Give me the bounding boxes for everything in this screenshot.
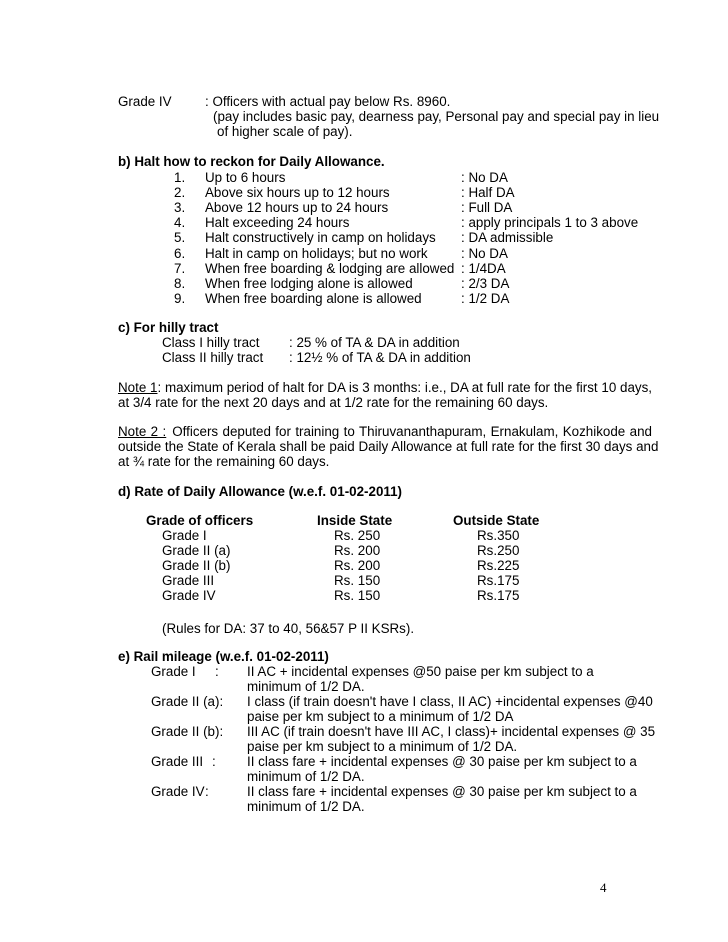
halt-item-text: When free boarding alone is allowed [205, 290, 422, 306]
rail-grade-label: Grade II (a): [151, 694, 224, 709]
note2-line3: at ¾ rate for the remaining 60 days. [118, 454, 330, 469]
da-inside-cell: Rs. 150 [334, 573, 381, 588]
halt-item-text: When free boarding & lodging are allowed [205, 260, 455, 276]
halt-item-number: 3. [174, 200, 186, 216]
section-e-heading: e) Rail mileage (w.e.f. 01-02-2011) [118, 649, 329, 664]
da-outside-cell: Rs.250 [477, 543, 520, 558]
halt-item-text: Above six hours up to 12 hours [205, 185, 390, 201]
halt-item-number: 7. [174, 260, 186, 276]
halt-item-text: Up to 6 hours [205, 170, 286, 185]
halt-item-number: 6. [174, 245, 186, 261]
note1-label: Note 1 [118, 380, 158, 395]
rail-rule-line2: paise per km subject to a minimum of 1/2 DA [247, 709, 514, 724]
halt-item-value: : DA admissible [461, 230, 554, 246]
grade-iv-line2: (pay includes basic pay, dearness pay, Personal pay and special pay in lieu [213, 109, 660, 124]
halt-item-number: 9. [174, 290, 186, 306]
da-inside-cell: Rs. 200 [334, 543, 381, 558]
rules-note: (Rules for DA: 37 to 40, 56&57 P II KSRs). [162, 621, 415, 636]
halt-item-value: : Half DA [461, 185, 515, 201]
section-b-heading: b) Halt how to reckon for Daily Allowance. [118, 154, 385, 169]
rail-grade-label: Grade I [151, 664, 196, 679]
note1-line2: at 3/4 rate for the next 20 days and at 1/2 rate for the remaining 60 days. [118, 395, 549, 410]
halt-item-number: 1. [174, 170, 186, 185]
grade-iv-line1: : Officers with actual pay below Rs. 8960. [205, 94, 451, 109]
rail-rule-line2: paise per km subject to a minimum of 1/2 DA. [247, 739, 518, 754]
rail-grade-label: Grade III [151, 754, 204, 769]
grade-iv-label: Grade IV [118, 94, 172, 109]
da-inside-cell: Rs. 150 [334, 588, 381, 603]
page-number: 4 [600, 880, 607, 895]
section-c-heading: c) For hilly tract [118, 320, 219, 335]
note2-text: Officers deputed for training to Thiruvananthapuram, Ernakulam, Kozhikode and [172, 424, 652, 439]
note2-line1 [118, 424, 652, 439]
rail-rule-line2: minimum of 1/2 DA. [247, 799, 365, 814]
halt-item-value: : apply principals 1 to 3 above [461, 215, 639, 231]
halt-item-value: : 1/4DA [461, 260, 506, 276]
halt-item-number: 8. [174, 275, 186, 291]
note2-line2: outside the State of Kerala shall be paid Daily Allowance at full rate for the first 30 days and [118, 439, 659, 454]
rail-grade-colon: : [215, 664, 219, 679]
hilly-class-ii-value: : 12½ % of TA & DA in addition [289, 350, 471, 365]
note1-line1 [118, 380, 652, 395]
rail-rule-line2: minimum of 1/2 DA. [247, 679, 365, 694]
da-outside-cell: Rs.350 [477, 528, 520, 543]
rail-rule-line1: II AC + incidental expenses @50 paise per km subject to a [247, 664, 594, 679]
rail-rule-line1: II class fare + incidental expenses @ 30 paise per km subject to a [247, 784, 637, 799]
col-header-inside: Inside State [317, 513, 393, 528]
da-outside-cell: Rs.225 [477, 558, 520, 573]
da-grade-cell: Grade III [162, 573, 215, 588]
da-outside-cell: Rs.175 [477, 573, 520, 588]
halt-item-text: Halt constructively in camp on holidays [205, 230, 436, 246]
da-inside-cell: Rs. 250 [334, 528, 381, 543]
rail-rule-line1: III AC (if train doesn't have III AC, I class)+ incidental expenses @ 35 [247, 724, 656, 739]
da-outside-cell: Rs.175 [477, 588, 520, 603]
rail-grade-colon: : [205, 784, 209, 799]
halt-item-value: : 1/2 DA [461, 290, 510, 306]
section-d-heading: d) Rate of Daily Allowance (w.e.f. 01-02-2011) [118, 484, 403, 499]
da-grade-cell: Grade II (b) [162, 558, 231, 573]
da-grade-cell: Grade II (a) [162, 543, 231, 558]
rail-rule-line1: II class fare + incidental expenses @ 30 paise per km subject to a [247, 754, 637, 769]
col-header-outside: Outside State [453, 513, 540, 528]
hilly-class-i-label: Class I hilly tract [162, 335, 260, 350]
halt-item-text: Above 12 hours up to 24 hours [205, 200, 389, 216]
halt-item-number: 4. [174, 215, 186, 231]
halt-item-number: 2. [174, 185, 186, 201]
col-header-grade: Grade of officers [146, 513, 254, 528]
halt-item-number: 5. [174, 230, 186, 246]
note1-text: : maximum period of halt for DA is 3 months: i.e., DA at full rate for the first 10 days, [157, 380, 653, 395]
da-inside-cell: Rs. 200 [334, 558, 381, 573]
rail-grade-label: Grade II (b): [151, 724, 224, 739]
halt-item-text: Halt exceeding 24 hours [205, 215, 350, 231]
note2-label: Note 2 : [118, 424, 167, 439]
hilly-class-ii-label: Class II hilly tract [162, 350, 264, 365]
rail-grade-colon: : [212, 754, 216, 769]
halt-item-text: Halt in camp on holidays; but no work [205, 245, 428, 261]
halt-item-value: : No DA [461, 170, 508, 185]
rail-grade-label: Grade IV [151, 784, 205, 799]
da-grade-cell: Grade IV [162, 588, 216, 603]
halt-item-value: : No DA [461, 245, 508, 261]
rail-rule-line1: I class (if train doesn't have I class, II AC) +incidental expenses @40 [247, 694, 653, 709]
halt-item-value: : 2/3 DA [461, 275, 510, 291]
halt-item-text: When free lodging alone is allowed [205, 275, 413, 291]
da-grade-cell: Grade I [162, 528, 207, 543]
hilly-class-i-value: : 25 % of TA & DA in addition [289, 335, 460, 350]
halt-item-value: : Full DA [461, 200, 513, 216]
rail-rule-line2: minimum of 1/2 DA. [247, 769, 365, 784]
grade-iv-line3: of higher scale of pay). [217, 124, 353, 139]
